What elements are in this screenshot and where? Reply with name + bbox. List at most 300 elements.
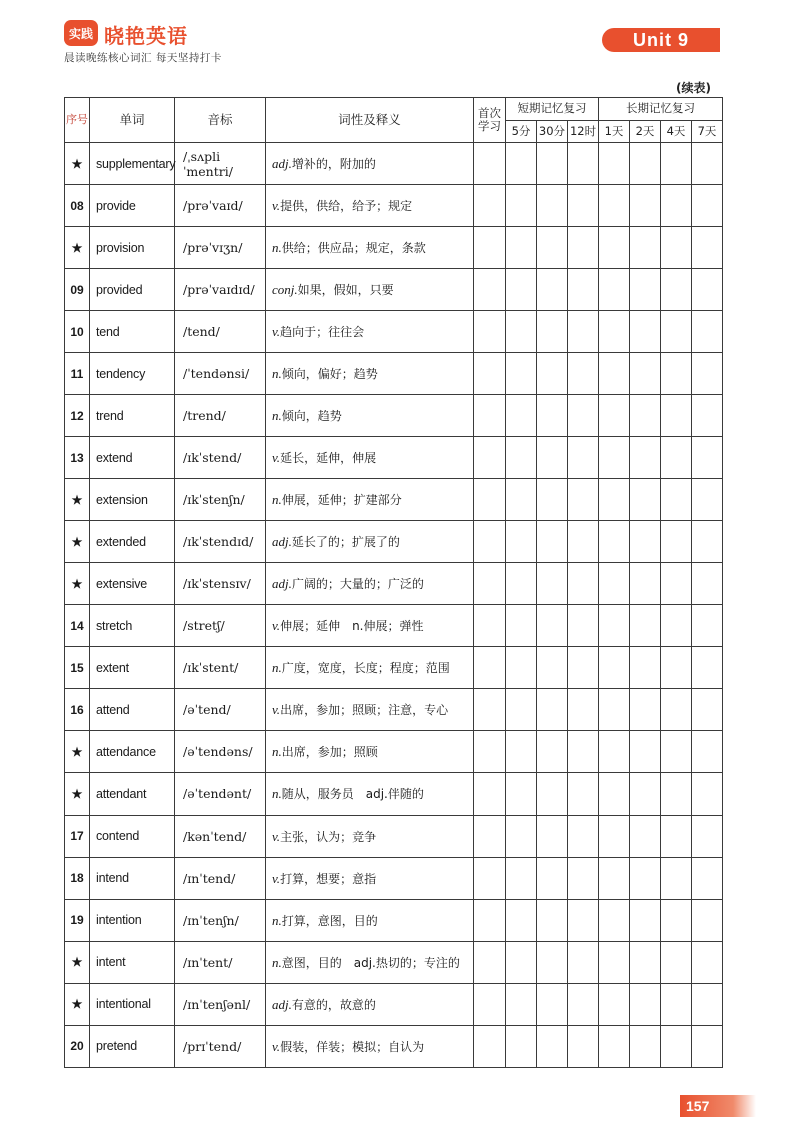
definition-text: 趋向于；往往会 (280, 325, 365, 340)
row-phonetic: /ɪnˈtenʃn/ (175, 899, 266, 941)
row-phonetic: /əˈtendəns/ (175, 731, 266, 773)
part-of-speech: n. (272, 492, 282, 508)
review-checkbox-cell[interactable] (599, 605, 630, 647)
review-checkbox-cell[interactable] (630, 479, 661, 521)
review-checkbox-cell[interactable] (537, 311, 568, 353)
definition-text: 延长，延伸，伸展 (280, 451, 377, 466)
row-number: ★ (65, 563, 90, 605)
review-checkbox-cell[interactable] (661, 395, 692, 437)
review-checkbox-cell[interactable] (506, 983, 537, 1025)
review-checkbox-cell[interactable] (506, 185, 537, 227)
review-checkbox-cell[interactable] (630, 647, 661, 689)
row-phonetic: /əˈtend/ (175, 689, 266, 731)
review-checkbox-cell[interactable] (599, 521, 630, 563)
review-checkbox-cell[interactable] (568, 731, 599, 773)
review-checkbox-cell[interactable] (599, 227, 630, 269)
review-checkbox-cell[interactable] (661, 941, 692, 983)
review-checkbox-cell[interactable] (568, 605, 599, 647)
part-of-speech: n. (272, 660, 282, 676)
review-checkbox-cell[interactable] (692, 731, 723, 773)
review-checkbox-cell[interactable] (599, 1025, 630, 1067)
review-checkbox-cell[interactable] (474, 269, 506, 311)
review-checkbox-cell[interactable] (506, 689, 537, 731)
review-checkbox-cell[interactable] (599, 983, 630, 1025)
review-checkbox-cell[interactable] (692, 269, 723, 311)
part-of-speech: v. (272, 870, 281, 886)
vocabulary-body (65, 143, 723, 1068)
row-definition (266, 227, 474, 269)
review-checkbox-cell[interactable] (599, 899, 630, 941)
review-checkbox-cell[interactable] (630, 437, 661, 479)
review-checkbox-cell[interactable] (568, 815, 599, 857)
row-word: tend (90, 311, 175, 353)
review-checkbox-cell[interactable] (568, 857, 599, 899)
review-checkbox-cell[interactable] (661, 983, 692, 1025)
review-checkbox-cell[interactable] (692, 311, 723, 353)
review-checkbox-cell[interactable] (537, 269, 568, 311)
review-checkbox-cell[interactable] (692, 857, 723, 899)
review-checkbox-cell[interactable] (692, 815, 723, 857)
row-phonetic: /əˈtendənt/ (175, 773, 266, 815)
continued-note: (续表) (676, 81, 711, 95)
page-number: 157 (680, 1095, 756, 1117)
review-checkbox-cell[interactable] (537, 941, 568, 983)
review-checkbox-cell[interactable] (537, 731, 568, 773)
review-checkbox-cell[interactable] (630, 521, 661, 563)
header-short-term: 短期记忆复习 (506, 98, 599, 121)
review-checkbox-cell[interactable] (630, 941, 661, 983)
header-long-col: 7天 (692, 121, 723, 143)
review-checkbox-cell[interactable] (599, 395, 630, 437)
header-long-col: 4天 (661, 121, 692, 143)
review-checkbox-cell[interactable] (506, 815, 537, 857)
row-phonetic: /ɪkˈstendɪd/ (175, 521, 266, 563)
review-checkbox-cell[interactable] (474, 143, 506, 185)
review-checkbox-cell[interactable] (506, 227, 537, 269)
row-phonetic: /prɪˈtend/ (175, 1025, 266, 1067)
row-definition (266, 479, 474, 521)
row-word: attend (90, 689, 175, 731)
row-phonetic: /ɪnˈtenʃənl/ (175, 983, 266, 1025)
part-of-speech: adj. (272, 534, 292, 550)
table-row (65, 689, 723, 731)
review-checkbox-cell[interactable] (474, 689, 506, 731)
row-word: attendance (90, 731, 175, 773)
header-word: 单词 (90, 98, 175, 143)
review-checkbox-cell[interactable] (661, 857, 692, 899)
review-checkbox-cell[interactable] (630, 395, 661, 437)
row-definition (266, 311, 474, 353)
review-checkbox-cell[interactable] (474, 227, 506, 269)
review-checkbox-cell[interactable] (568, 983, 599, 1025)
review-checkbox-cell[interactable] (692, 395, 723, 437)
review-checkbox-cell[interactable] (630, 689, 661, 731)
row-definition (266, 143, 474, 185)
header-definition: 词性及释义 (266, 98, 474, 143)
review-checkbox-cell[interactable] (630, 353, 661, 395)
review-checkbox-cell[interactable] (568, 353, 599, 395)
part-of-speech: v. (272, 828, 281, 844)
review-checkbox-cell[interactable] (537, 899, 568, 941)
review-checkbox-cell[interactable] (630, 563, 661, 605)
row-word: trend (90, 395, 175, 437)
row-definition (266, 353, 474, 395)
definition-text: 广阔的；大量的；广泛的 (291, 577, 424, 592)
review-checkbox-cell[interactable] (599, 689, 630, 731)
review-checkbox-cell[interactable] (599, 815, 630, 857)
review-checkbox-cell[interactable] (537, 479, 568, 521)
row-phonetic: /prəˈvaɪd/ (175, 185, 266, 227)
row-phonetic: /ɪkˈstend/ (175, 437, 266, 479)
review-checkbox-cell[interactable] (692, 647, 723, 689)
row-number: 19 (65, 899, 90, 941)
review-checkbox-cell[interactable] (661, 899, 692, 941)
part-of-speech: conj. (272, 282, 298, 298)
review-checkbox-cell[interactable] (537, 563, 568, 605)
review-checkbox-cell[interactable] (568, 269, 599, 311)
row-phonetic: /ɪkˈstent/ (175, 647, 266, 689)
review-checkbox-cell[interactable] (506, 647, 537, 689)
definition-text: 有意的，故意的 (291, 997, 376, 1012)
review-checkbox-cell[interactable] (474, 521, 506, 563)
review-checkbox-cell[interactable] (568, 143, 599, 185)
review-checkbox-cell[interactable] (537, 689, 568, 731)
part-of-speech: v. (272, 1038, 281, 1054)
review-checkbox-cell[interactable] (506, 941, 537, 983)
row-definition (266, 185, 474, 227)
table-row (65, 437, 723, 479)
review-checkbox-cell[interactable] (537, 815, 568, 857)
review-checkbox-cell[interactable] (661, 479, 692, 521)
table-row (65, 353, 723, 395)
review-checkbox-cell[interactable] (474, 983, 506, 1025)
table-row (65, 857, 723, 899)
row-definition (266, 395, 474, 437)
review-checkbox-cell[interactable] (506, 857, 537, 899)
row-definition (266, 1025, 474, 1067)
review-checkbox-cell[interactable] (661, 311, 692, 353)
table-row (65, 227, 723, 269)
review-checkbox-cell[interactable] (599, 941, 630, 983)
definition-text: 意图，目的 adj.热切的；专注的 (281, 955, 460, 970)
review-checkbox-cell[interactable] (474, 353, 506, 395)
review-checkbox-cell[interactable] (630, 815, 661, 857)
review-checkbox-cell[interactable] (537, 353, 568, 395)
review-checkbox-cell[interactable] (692, 227, 723, 269)
row-number: 16 (65, 689, 90, 731)
table-row (65, 773, 723, 815)
definition-text: 延长了的；扩展了的 (291, 535, 400, 550)
part-of-speech: n. (272, 744, 282, 760)
review-checkbox-cell[interactable] (661, 437, 692, 479)
page-header (0, 0, 800, 70)
review-checkbox-cell[interactable] (568, 647, 599, 689)
review-checkbox-cell[interactable] (599, 269, 630, 311)
review-checkbox-cell[interactable] (568, 899, 599, 941)
review-checkbox-cell[interactable] (630, 857, 661, 899)
review-checkbox-cell[interactable] (692, 143, 723, 185)
row-definition (266, 605, 474, 647)
review-checkbox-cell[interactable] (692, 521, 723, 563)
row-definition (266, 899, 474, 941)
review-checkbox-cell[interactable] (661, 521, 692, 563)
review-checkbox-cell[interactable] (630, 269, 661, 311)
part-of-speech: n. (272, 408, 282, 424)
table-row (65, 605, 723, 647)
review-checkbox-cell[interactable] (474, 185, 506, 227)
header-short-col: 5分 (506, 121, 537, 143)
review-checkbox-cell[interactable] (692, 773, 723, 815)
review-checkbox-cell[interactable] (506, 1025, 537, 1067)
review-checkbox-cell[interactable] (474, 941, 506, 983)
review-checkbox-cell[interactable] (568, 563, 599, 605)
review-checkbox-cell[interactable] (630, 311, 661, 353)
table-row (65, 395, 723, 437)
review-checkbox-cell[interactable] (568, 689, 599, 731)
review-checkbox-cell[interactable] (568, 227, 599, 269)
review-checkbox-cell[interactable] (474, 437, 506, 479)
review-checkbox-cell[interactable] (692, 563, 723, 605)
review-checkbox-cell[interactable] (661, 185, 692, 227)
unit-badge: Unit 9 (602, 28, 720, 52)
review-checkbox-cell[interactable] (537, 605, 568, 647)
table-row (65, 185, 723, 227)
table-row (65, 815, 723, 857)
row-word: provision (90, 227, 175, 269)
row-definition (266, 983, 474, 1025)
row-word: extend (90, 437, 175, 479)
row-definition (266, 563, 474, 605)
row-number: 11 (65, 353, 90, 395)
table-row (65, 731, 723, 773)
review-checkbox-cell[interactable] (630, 143, 661, 185)
review-checkbox-cell[interactable] (630, 731, 661, 773)
review-checkbox-cell[interactable] (568, 437, 599, 479)
review-checkbox-cell[interactable] (630, 773, 661, 815)
review-checkbox-cell[interactable] (599, 311, 630, 353)
review-checkbox-cell[interactable] (474, 479, 506, 521)
row-phonetic: /stretʃ/ (175, 605, 266, 647)
row-phonetic: /tend/ (175, 311, 266, 353)
header-long-col: 1天 (599, 121, 630, 143)
review-checkbox-cell[interactable] (599, 143, 630, 185)
review-checkbox-cell[interactable] (537, 143, 568, 185)
review-checkbox-cell[interactable] (599, 731, 630, 773)
definition-text: 打算，意图，目的 (281, 913, 378, 928)
review-checkbox-cell[interactable] (537, 1025, 568, 1067)
review-checkbox-cell[interactable] (661, 605, 692, 647)
row-definition (266, 815, 474, 857)
review-checkbox-cell[interactable] (537, 773, 568, 815)
review-checkbox-cell[interactable] (692, 437, 723, 479)
review-checkbox-cell[interactable] (537, 983, 568, 1025)
review-checkbox-cell[interactable] (506, 437, 537, 479)
review-checkbox-cell[interactable] (599, 647, 630, 689)
review-checkbox-cell[interactable] (661, 773, 692, 815)
review-checkbox-cell[interactable] (568, 311, 599, 353)
review-checkbox-cell[interactable] (630, 983, 661, 1025)
table-row (65, 983, 723, 1025)
row-definition (266, 857, 474, 899)
review-checkbox-cell[interactable] (568, 479, 599, 521)
review-checkbox-cell[interactable] (661, 1025, 692, 1067)
row-word: extension (90, 479, 175, 521)
review-checkbox-cell[interactable] (537, 521, 568, 563)
row-phonetic: /ɪnˈtend/ (175, 857, 266, 899)
review-checkbox-cell[interactable] (692, 899, 723, 941)
review-checkbox-cell[interactable] (599, 773, 630, 815)
row-word: stretch (90, 605, 175, 647)
review-checkbox-cell[interactable] (506, 521, 537, 563)
review-checkbox-cell[interactable] (692, 983, 723, 1025)
review-checkbox-cell[interactable] (568, 941, 599, 983)
review-checkbox-cell[interactable] (506, 479, 537, 521)
review-checkbox-cell[interactable] (506, 311, 537, 353)
row-phonetic: /ɪnˈtent/ (175, 941, 266, 983)
review-checkbox-cell[interactable] (599, 857, 630, 899)
definition-text: 提供，供给，给予；规定 (280, 199, 413, 214)
row-number: 14 (65, 605, 90, 647)
review-checkbox-cell[interactable] (630, 899, 661, 941)
definition-text: 随从，服务员 adj.伴随的 (281, 787, 424, 802)
review-checkbox-cell[interactable] (506, 143, 537, 185)
review-checkbox-cell[interactable] (661, 815, 692, 857)
review-checkbox-cell[interactable] (537, 857, 568, 899)
row-number: 10 (65, 311, 90, 353)
review-checkbox-cell[interactable] (599, 479, 630, 521)
review-checkbox-cell[interactable] (568, 185, 599, 227)
table-row (65, 1025, 723, 1067)
review-checkbox-cell[interactable] (537, 647, 568, 689)
review-checkbox-cell[interactable] (506, 773, 537, 815)
review-checkbox-cell[interactable] (661, 731, 692, 773)
definition-text: 出席，参加；照顾；注意，专心 (280, 703, 449, 718)
review-checkbox-cell[interactable] (537, 395, 568, 437)
review-checkbox-cell[interactable] (630, 1025, 661, 1067)
row-phonetic: /prəˈvɪʒn/ (175, 227, 266, 269)
review-checkbox-cell[interactable] (661, 227, 692, 269)
review-checkbox-cell[interactable] (599, 353, 630, 395)
vocabulary-table (64, 97, 723, 1068)
review-checkbox-cell[interactable] (630, 227, 661, 269)
row-phonetic: /ɪkˈstensɪv/ (175, 563, 266, 605)
review-checkbox-cell[interactable] (692, 185, 723, 227)
review-checkbox-cell[interactable] (568, 773, 599, 815)
row-definition (266, 521, 474, 563)
row-definition (266, 941, 474, 983)
review-checkbox-cell[interactable] (630, 605, 661, 647)
review-checkbox-cell[interactable] (692, 353, 723, 395)
part-of-speech: adj. (272, 576, 292, 592)
review-checkbox-cell[interactable] (474, 773, 506, 815)
review-checkbox-cell[interactable] (506, 269, 537, 311)
review-checkbox-cell[interactable] (568, 395, 599, 437)
review-checkbox-cell[interactable] (474, 899, 506, 941)
row-number: ★ (65, 941, 90, 983)
review-checkbox-cell[interactable] (474, 311, 506, 353)
review-checkbox-cell[interactable] (661, 689, 692, 731)
row-word: supplementary (90, 143, 175, 185)
review-checkbox-cell[interactable] (537, 227, 568, 269)
review-checkbox-cell[interactable] (506, 899, 537, 941)
definition-text: 主张，认为；竞争 (280, 829, 377, 844)
review-checkbox-cell[interactable] (474, 815, 506, 857)
review-checkbox-cell[interactable] (692, 941, 723, 983)
review-checkbox-cell[interactable] (661, 269, 692, 311)
review-checkbox-cell[interactable] (599, 563, 630, 605)
row-word: intend (90, 857, 175, 899)
header-short-col: 12时 (568, 121, 599, 143)
row-phonetic: /kənˈtend/ (175, 815, 266, 857)
review-checkbox-cell[interactable] (506, 731, 537, 773)
row-number: 20 (65, 1025, 90, 1067)
review-checkbox-cell[interactable] (506, 353, 537, 395)
review-checkbox-cell[interactable] (692, 605, 723, 647)
row-definition (266, 647, 474, 689)
definition-text: 伸展；延伸 n.伸展；弹性 (280, 619, 424, 634)
review-checkbox-cell[interactable] (692, 689, 723, 731)
review-checkbox-cell[interactable] (506, 395, 537, 437)
review-checkbox-cell[interactable] (506, 605, 537, 647)
review-checkbox-cell[interactable] (474, 731, 506, 773)
review-checkbox-cell[interactable] (506, 563, 537, 605)
review-checkbox-cell[interactable] (661, 563, 692, 605)
review-checkbox-cell[interactable] (661, 647, 692, 689)
review-checkbox-cell[interactable] (474, 1025, 506, 1067)
part-of-speech: v. (272, 324, 281, 340)
row-definition (266, 437, 474, 479)
review-checkbox-cell[interactable] (474, 605, 506, 647)
review-checkbox-cell[interactable] (474, 563, 506, 605)
row-word: intention (90, 899, 175, 941)
review-checkbox-cell[interactable] (537, 437, 568, 479)
part-of-speech: v. (272, 450, 281, 466)
review-checkbox-cell[interactable] (568, 1025, 599, 1067)
review-checkbox-cell[interactable] (474, 395, 506, 437)
row-number: 09 (65, 269, 90, 311)
table-row (65, 899, 723, 941)
definition-text: 出席，参加；照顾 (281, 745, 378, 760)
review-checkbox-cell[interactable] (474, 647, 506, 689)
part-of-speech: adj. (272, 996, 292, 1012)
review-checkbox-cell[interactable] (537, 185, 568, 227)
review-checkbox-cell[interactable] (599, 437, 630, 479)
row-word: provide (90, 185, 175, 227)
review-checkbox-cell[interactable] (630, 185, 661, 227)
review-checkbox-cell[interactable] (568, 521, 599, 563)
row-number: 08 (65, 185, 90, 227)
review-checkbox-cell[interactable] (474, 857, 506, 899)
row-definition (266, 269, 474, 311)
table-row (65, 269, 723, 311)
review-checkbox-cell[interactable] (692, 1025, 723, 1067)
part-of-speech: adj. (272, 156, 292, 172)
table-row (65, 143, 723, 185)
review-checkbox-cell[interactable] (661, 353, 692, 395)
row-word: extensive (90, 563, 175, 605)
row-phonetic: /trend/ (175, 395, 266, 437)
review-checkbox-cell[interactable] (661, 143, 692, 185)
definition-text: 打算，想要；意指 (280, 871, 377, 886)
row-phonetic: /prəˈvaɪdɪd/ (175, 269, 266, 311)
part-of-speech: v. (272, 618, 281, 634)
definition-text: 假装，佯装；模拟；自认为 (280, 1039, 425, 1054)
review-checkbox-cell[interactable] (692, 479, 723, 521)
row-word: tendency (90, 353, 175, 395)
review-checkbox-cell[interactable] (599, 185, 630, 227)
part-of-speech: v. (272, 198, 281, 214)
table-row (65, 941, 723, 983)
